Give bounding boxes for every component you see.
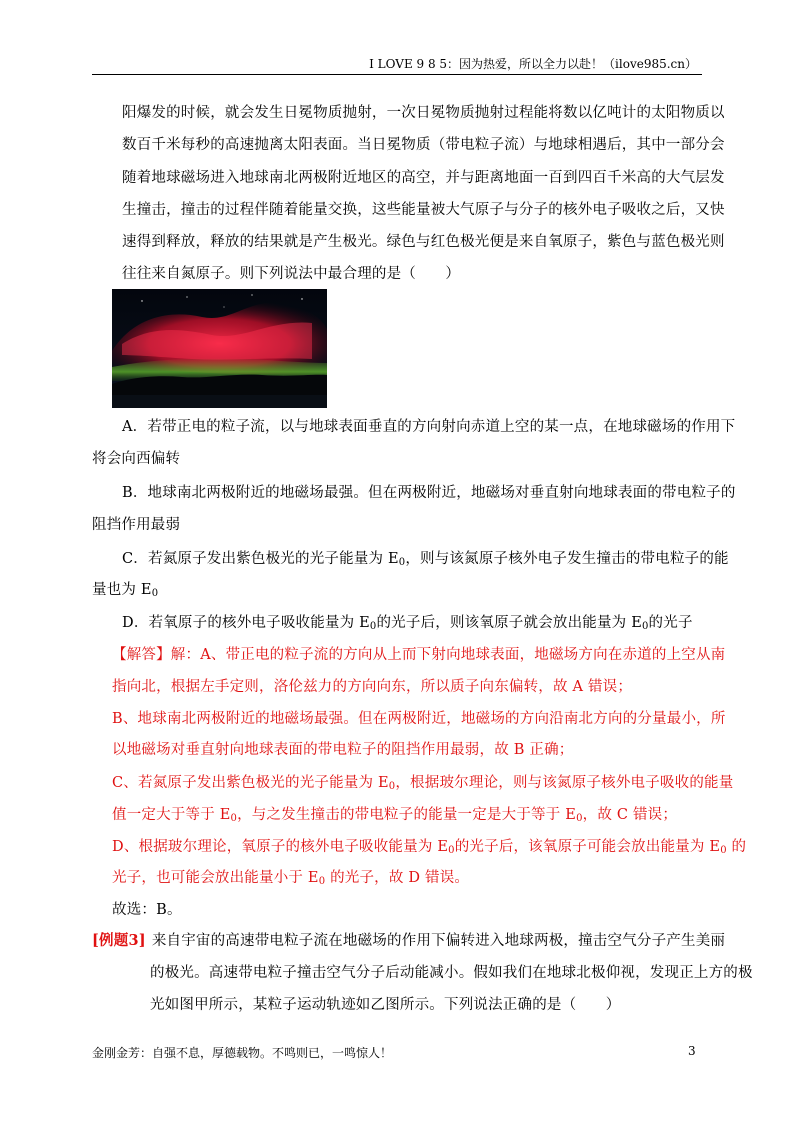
answer-line-1: 【解答】解：A、带正电的粒子流的方向从上而下射向地球表面，地磁场方向在赤道的上空从南: [112, 647, 726, 663]
example-tag: [例题3]: [92, 932, 146, 949]
passage-line-1: 阳爆发的时候，就会发生日冕物质抛射，一次日冕物质抛射过程能将数以亿吨计的太阳物质以: [122, 105, 725, 121]
option-a-line-1: A．若带正电的粒子流，以与地球表面垂直的方向射向赤道上空的某一点，在地球磁场的作用下: [122, 419, 736, 435]
answer-line-6: 值一定大于等于 $E_0$，与之发生撞击的带电粒子的能量一定是大于等于 $E_0$，故 C 错误；: [112, 807, 678, 824]
aurora-illustration: [112, 289, 327, 408]
answer-line-2: 指向北，根据左手定则，洛伦兹力的方向向东，所以质子向东偏转，故 A 错误；: [112, 679, 633, 695]
page-header: I LOVE 9 8 5：因为热爱，所以全力以赴！（ilove985.cn）: [369, 57, 697, 71]
answer-choice: 故选：B。: [112, 902, 182, 918]
example-3-line-1: [例题3] 来自宇宙的高速带电粒子流在地磁场的作用下偏转进入地球两极，撞击空气分子产生美丽: [92, 932, 726, 949]
example-3-line-3: 光如图甲所示，某粒子运动轨迹如乙图所示。下列说法正确的是（ ）: [150, 997, 621, 1013]
option-a-line-2: 将会向西偏转: [92, 451, 181, 467]
passage-line-6: 往往来自氮原子。则下列说法中最合理的是（ ）: [122, 266, 461, 282]
passage-line-4: 生撞击，撞击的过程伴随着能量交换，这些能量被大气原子与分子的核外电子吸收之后，又快: [122, 202, 725, 218]
option-c-line-1: C．若氮原子发出紫色极光的光子能量为 $E_0$，则与该氮原子核外电子发生撞击的带电粒子的能: [122, 551, 729, 568]
option-b-line-2: 阻挡作用最弱: [92, 517, 181, 533]
example-3-line-2: 的极光。高速带电粒子撞击空气分子后动能减小。假如我们在地球北极仰视，发现正上方的极: [150, 965, 753, 981]
passage-line-3: 随着地球磁场进入地球南北两极附近地区的高空，并与距离地面一百到四百千米高的大气层发: [122, 170, 725, 186]
answer-line-4: 以地磁场对垂直射向地球表面的带电粒子的阻挡作用最弱，故 B 正确；: [112, 742, 574, 758]
header-rule: [92, 74, 702, 75]
answer-line-7: D、根据玻尔理论，氧原子的核外电子吸收能量为 $E_0$的光子后，该氧原子可能会放出能量为 $E_0$ 的: [112, 839, 747, 856]
option-c-line-2: 量也为 $E_0$: [92, 582, 159, 599]
option-b-line-1: B．地球南北两极附近的地磁场最强。但在两极附近，地磁场对垂直射向地球表面的带电粒子的: [122, 485, 736, 501]
aurora-photo: [112, 289, 327, 408]
footer-motto: 金刚金芳：自强不息，厚德载物。不鸣则已，一鸣惊人！: [92, 1046, 393, 1060]
page-number: 3: [688, 1044, 696, 1058]
option-d-line-1: D．若氧原子的核外电子吸收能量为 $E_0$的光子后，则该氧原子就会放出能量为 $E_0$的光子: [122, 615, 693, 632]
answer-line-3: B、地球南北两极附近的地磁场最强。但在两极附近，地磁场的方向沿南北方向的分量最小，所: [112, 711, 726, 727]
passage-line-2: 数百千米每秒的高速抛离太阳表面。当日冕物质（带电粒子流）与地球相遇后，其中一部分会: [122, 137, 725, 153]
answer-line-8: 光子，也可能会放出能量小于 $E_0$ 的光子，故 D 错误。: [112, 870, 470, 887]
answer-line-5: C、若氮原子发出紫色极光的光子能量为 $E_0$，根据玻尔理论，则与该氮原子核外电子吸收的能量: [112, 775, 734, 792]
passage-line-5: 速得到释放，释放的结果就是产生极光。绿色与红色极光便是来自氧原子，紫色与蓝色极光则: [122, 234, 725, 250]
